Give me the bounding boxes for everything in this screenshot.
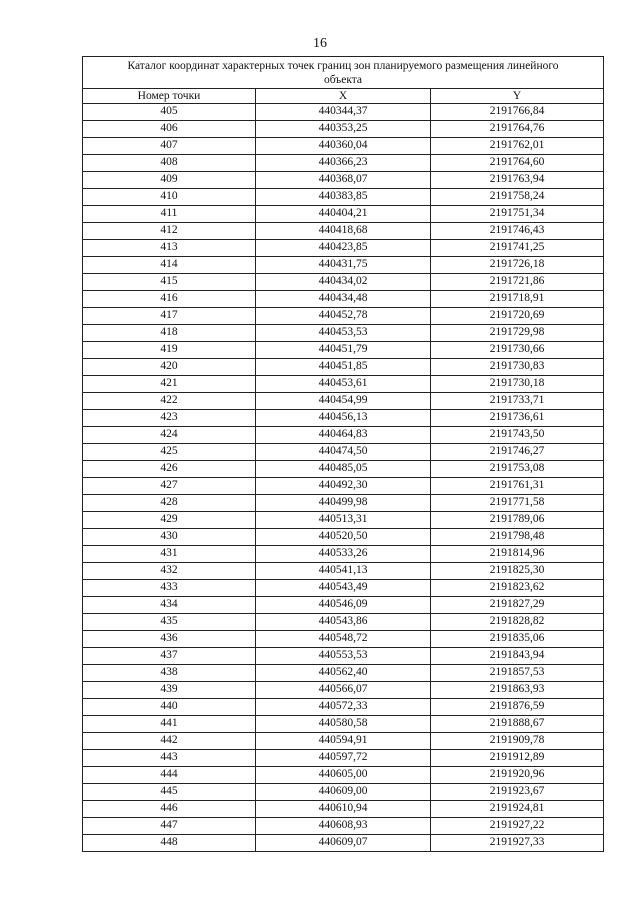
table-row (83, 461, 604, 478)
table-row (83, 835, 604, 852)
point-number-cell: 448 (83, 835, 256, 852)
x-coordinate-cell: 440546,09 (256, 597, 431, 614)
y-coordinate-cell: 2191927,22 (431, 818, 604, 835)
table-row (83, 172, 604, 189)
table-row (83, 597, 604, 614)
table-row (83, 155, 604, 172)
x-coordinate-cell: 440383,85 (256, 189, 431, 206)
y-coordinate-cell: 2191764,60 (431, 155, 604, 172)
point-number-cell: 435 (83, 614, 256, 631)
y-coordinate-cell: 2191730,18 (431, 376, 604, 393)
point-number-cell: 443 (83, 750, 256, 767)
table-row (83, 223, 604, 240)
point-number-cell: 411 (83, 206, 256, 223)
y-coordinate-cell: 2191763,94 (431, 172, 604, 189)
x-coordinate-cell: 440541,13 (256, 563, 431, 580)
table-row (83, 121, 604, 138)
x-coordinate-cell: 440360,04 (256, 138, 431, 155)
table-row (83, 699, 604, 716)
y-coordinate-cell: 2191843,94 (431, 648, 604, 665)
y-coordinate-cell: 2191766,84 (431, 104, 604, 121)
table-row (83, 478, 604, 495)
table-row (83, 189, 604, 206)
x-coordinate-cell: 440597,72 (256, 750, 431, 767)
y-coordinate-cell: 2191920,96 (431, 767, 604, 784)
x-coordinate-cell: 440474,50 (256, 444, 431, 461)
table-row (83, 104, 604, 121)
x-coordinate-cell: 440609,07 (256, 835, 431, 852)
point-number-cell: 437 (83, 648, 256, 665)
y-coordinate-cell: 2191736,61 (431, 410, 604, 427)
y-coordinate-cell: 2191863,93 (431, 682, 604, 699)
table-row (83, 274, 604, 291)
point-number-cell: 444 (83, 767, 256, 784)
x-coordinate-cell: 440368,07 (256, 172, 431, 189)
column-header-point-number: Номер точки (83, 89, 256, 104)
x-coordinate-cell: 440456,13 (256, 410, 431, 427)
x-coordinate-cell: 440609,00 (256, 784, 431, 801)
y-coordinate-cell: 2191730,83 (431, 359, 604, 376)
y-coordinate-cell: 2191827,29 (431, 597, 604, 614)
x-coordinate-cell: 440451,79 (256, 342, 431, 359)
y-coordinate-cell: 2191729,98 (431, 325, 604, 342)
table-row (83, 529, 604, 546)
point-number-cell: 413 (83, 240, 256, 257)
x-coordinate-cell: 440423,85 (256, 240, 431, 257)
x-coordinate-cell: 440434,02 (256, 274, 431, 291)
x-coordinate-cell: 440366,23 (256, 155, 431, 172)
page-number: 16 (313, 36, 327, 51)
y-coordinate-cell: 2191720,69 (431, 308, 604, 325)
x-coordinate-cell: 440499,98 (256, 495, 431, 512)
point-number-cell: 418 (83, 325, 256, 342)
x-coordinate-cell: 440431,75 (256, 257, 431, 274)
point-number-cell: 407 (83, 138, 256, 155)
table-row (83, 563, 604, 580)
table-body (83, 104, 604, 852)
y-coordinate-cell: 2191743,50 (431, 427, 604, 444)
point-number-cell: 419 (83, 342, 256, 359)
y-coordinate-cell: 2191771,58 (431, 495, 604, 512)
table-row (83, 801, 604, 818)
table-row (83, 427, 604, 444)
point-number-cell: 424 (83, 427, 256, 444)
y-coordinate-cell: 2191909,78 (431, 733, 604, 750)
x-coordinate-cell: 440605,00 (256, 767, 431, 784)
table-row (83, 308, 604, 325)
y-coordinate-cell: 2191726,18 (431, 257, 604, 274)
x-coordinate-cell: 440543,49 (256, 580, 431, 597)
point-number-cell: 441 (83, 716, 256, 733)
point-number-cell: 431 (83, 546, 256, 563)
table-row (83, 682, 604, 699)
table-row (83, 393, 604, 410)
y-coordinate-cell: 2191753,08 (431, 461, 604, 478)
table-row (83, 767, 604, 784)
x-coordinate-cell: 440404,21 (256, 206, 431, 223)
x-coordinate-cell: 440543,86 (256, 614, 431, 631)
point-number-cell: 433 (83, 580, 256, 597)
y-coordinate-cell: 2191798,48 (431, 529, 604, 546)
x-coordinate-cell: 440513,31 (256, 512, 431, 529)
table-row (83, 614, 604, 631)
y-coordinate-cell: 2191718,91 (431, 291, 604, 308)
table-row (83, 291, 604, 308)
point-number-cell: 432 (83, 563, 256, 580)
point-number-cell: 417 (83, 308, 256, 325)
table-row (83, 580, 604, 597)
column-header-y: Y (431, 89, 604, 104)
table-row (83, 444, 604, 461)
x-coordinate-cell: 440453,61 (256, 376, 431, 393)
point-number-cell: 434 (83, 597, 256, 614)
x-coordinate-cell: 440566,07 (256, 682, 431, 699)
y-coordinate-cell: 2191828,82 (431, 614, 604, 631)
y-coordinate-cell: 2191927,33 (431, 835, 604, 852)
table-row (83, 546, 604, 563)
point-number-cell: 447 (83, 818, 256, 835)
x-coordinate-cell: 440464,83 (256, 427, 431, 444)
point-number-cell: 416 (83, 291, 256, 308)
point-number-cell: 442 (83, 733, 256, 750)
point-number-cell: 422 (83, 393, 256, 410)
point-number-cell: 439 (83, 682, 256, 699)
point-number-cell: 438 (83, 665, 256, 682)
table-row (83, 716, 604, 733)
point-number-cell: 423 (83, 410, 256, 427)
x-coordinate-cell: 440451,85 (256, 359, 431, 376)
table-row (83, 325, 604, 342)
point-number-cell: 410 (83, 189, 256, 206)
point-number-cell: 420 (83, 359, 256, 376)
table-row (83, 750, 604, 767)
y-coordinate-cell: 2191721,86 (431, 274, 604, 291)
x-coordinate-cell: 440608,93 (256, 818, 431, 835)
y-coordinate-cell: 2191746,43 (431, 223, 604, 240)
y-coordinate-cell: 2191741,25 (431, 240, 604, 257)
table-row (83, 784, 604, 801)
y-coordinate-cell: 2191923,67 (431, 784, 604, 801)
x-coordinate-cell: 440418,68 (256, 223, 431, 240)
point-number-cell: 440 (83, 699, 256, 716)
table-row (83, 665, 604, 682)
x-coordinate-cell: 440453,53 (256, 325, 431, 342)
table-row (83, 359, 604, 376)
x-coordinate-cell: 440452,78 (256, 308, 431, 325)
x-coordinate-cell: 440492,30 (256, 478, 431, 495)
point-number-cell: 436 (83, 631, 256, 648)
table-row (83, 410, 604, 427)
point-number-cell: 412 (83, 223, 256, 240)
point-number-cell: 414 (83, 257, 256, 274)
y-coordinate-cell: 2191924,81 (431, 801, 604, 818)
x-coordinate-cell: 440434,48 (256, 291, 431, 308)
table-row (83, 138, 604, 155)
table-row (83, 648, 604, 665)
column-header-x: X (256, 89, 431, 104)
table-row (83, 631, 604, 648)
table-row (83, 376, 604, 393)
table-caption: Каталог координат характерных точек границ зон планируемого размещения линейного объекта (83, 57, 604, 89)
x-coordinate-cell: 440572,33 (256, 699, 431, 716)
x-coordinate-cell: 440485,05 (256, 461, 431, 478)
table-row (83, 257, 604, 274)
x-coordinate-cell: 440533,26 (256, 546, 431, 563)
point-number-cell: 425 (83, 444, 256, 461)
y-coordinate-cell: 2191857,53 (431, 665, 604, 682)
y-coordinate-cell: 2191762,01 (431, 138, 604, 155)
x-coordinate-cell: 440344,37 (256, 104, 431, 121)
point-number-cell: 427 (83, 478, 256, 495)
y-coordinate-cell: 2191789,06 (431, 512, 604, 529)
y-coordinate-cell: 2191751,34 (431, 206, 604, 223)
y-coordinate-cell: 2191761,31 (431, 478, 604, 495)
point-number-cell: 428 (83, 495, 256, 512)
y-coordinate-cell: 2191733,71 (431, 393, 604, 410)
y-coordinate-cell: 2191876,59 (431, 699, 604, 716)
y-coordinate-cell: 2191825,30 (431, 563, 604, 580)
x-coordinate-cell: 440553,53 (256, 648, 431, 665)
point-number-cell: 409 (83, 172, 256, 189)
point-number-cell: 426 (83, 461, 256, 478)
table-row (83, 818, 604, 835)
y-coordinate-cell: 2191746,27 (431, 444, 604, 461)
table-row (83, 733, 604, 750)
point-number-cell: 406 (83, 121, 256, 138)
x-coordinate-cell: 440353,25 (256, 121, 431, 138)
y-coordinate-cell: 2191730,66 (431, 342, 604, 359)
x-coordinate-cell: 440562,40 (256, 665, 431, 682)
y-coordinate-cell: 2191758,24 (431, 189, 604, 206)
y-coordinate-cell: 2191814,96 (431, 546, 604, 563)
table-row (83, 342, 604, 359)
point-number-cell: 446 (83, 801, 256, 818)
x-coordinate-cell: 440454,99 (256, 393, 431, 410)
table-row (83, 206, 604, 223)
point-number-cell: 430 (83, 529, 256, 546)
table-row (83, 495, 604, 512)
y-coordinate-cell: 2191835,06 (431, 631, 604, 648)
table-row (83, 512, 604, 529)
x-coordinate-cell: 440548,72 (256, 631, 431, 648)
point-number-cell: 405 (83, 104, 256, 121)
point-number-cell: 429 (83, 512, 256, 529)
y-coordinate-cell: 2191823,62 (431, 580, 604, 597)
x-coordinate-cell: 440520,50 (256, 529, 431, 546)
x-coordinate-cell: 440580,58 (256, 716, 431, 733)
point-number-cell: 408 (83, 155, 256, 172)
y-coordinate-cell: 2191764,76 (431, 121, 604, 138)
y-coordinate-cell: 2191888,67 (431, 716, 604, 733)
table-row (83, 240, 604, 257)
point-number-cell: 415 (83, 274, 256, 291)
x-coordinate-cell: 440610,94 (256, 801, 431, 818)
point-number-cell: 421 (83, 376, 256, 393)
coordinates-table (82, 56, 604, 852)
point-number-cell: 445 (83, 784, 256, 801)
y-coordinate-cell: 2191912,89 (431, 750, 604, 767)
x-coordinate-cell: 440594,91 (256, 733, 431, 750)
